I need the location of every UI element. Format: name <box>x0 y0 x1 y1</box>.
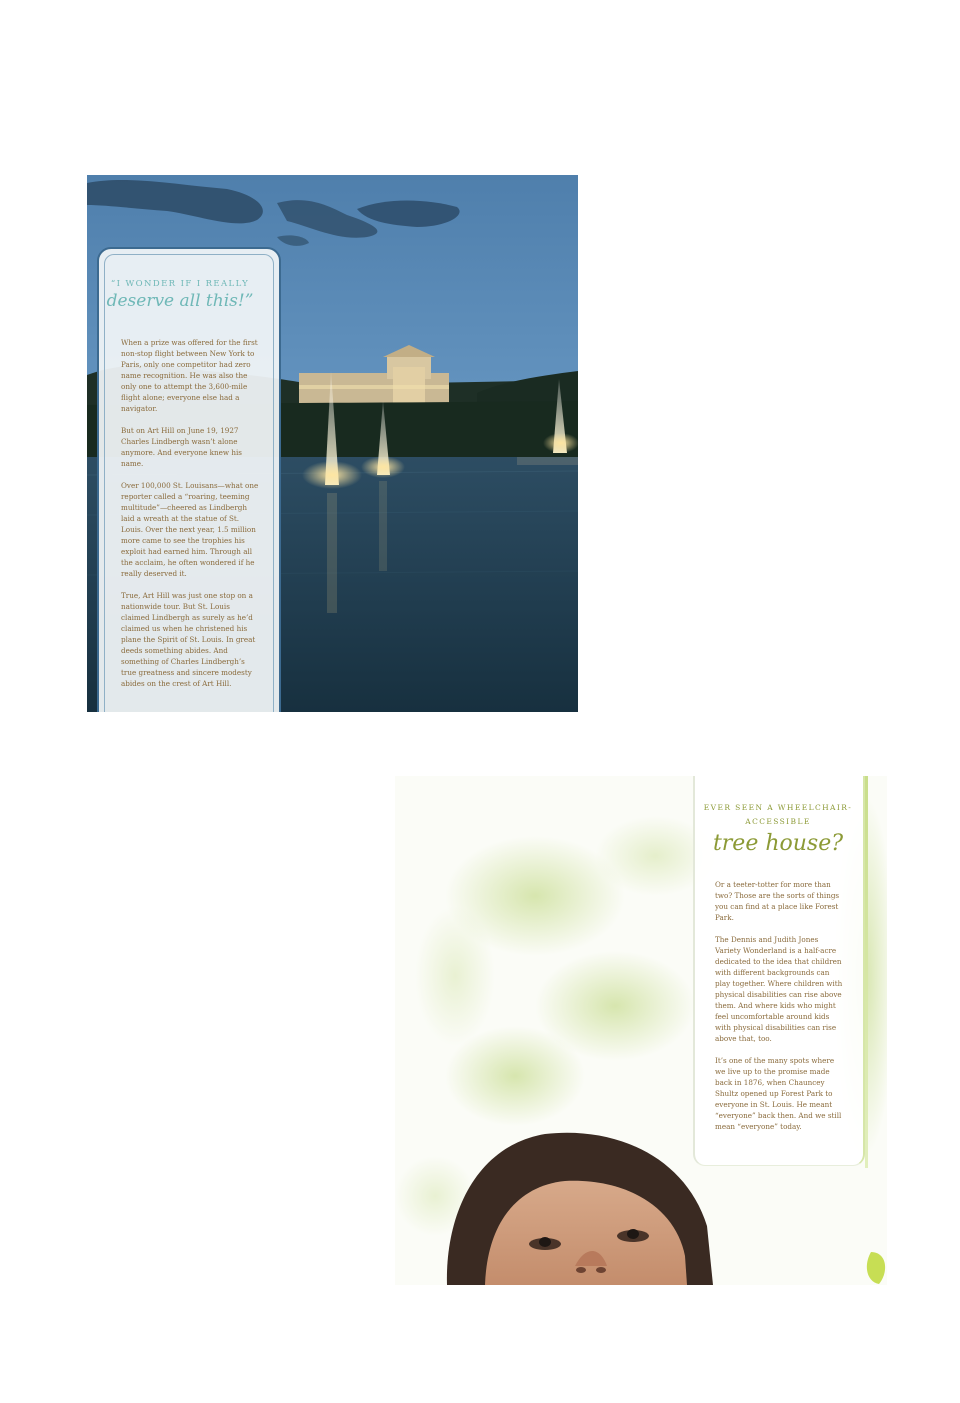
paragraph: The Dennis and Judith Jones Variety Wonderland is a half-acre dedicated to the idea that children with different backgrounds can play together. Where children with physical disabilities can rise above them. And where kids who might feel uncomfortable around kids with physical disabilities can rise above that, too. <box>715 935 843 1043</box>
headline-title: deserve all this!” <box>106 291 254 311</box>
paragraph: True, Art Hill was just one stop on a nationwide tour. But St. Louis claimed Lindbergh as surely as he’d claimed us when he christened his plane the Spirit of St. Louis. In great deeds something abides. And something of Charles Lindbergh’s true greatness and sincere modesty abides on the crest of Art Hill. <box>121 591 256 688</box>
body-copy <box>121 337 259 700</box>
headline-eyebrow: “I WONDER IF I REALLY <box>110 279 250 289</box>
headline-title: tree house? <box>712 831 844 856</box>
paragraph: But on Art Hill on June 19, 1927 Charles Lindbergh wasn’t alone anymore. And everyone knew his name. <box>121 426 242 468</box>
paragraph: It’s one of the many spots where we live up to the promise made back in 1876, when Chauncey Shultz opened up Forest Park to everyone in St. Louis. He meant “everyone” back then. And we still mean “everyone” today. <box>715 1056 842 1131</box>
paragraph: Over 100,000 St. Louisans—what one reporter called a “roaring, teeming multitude”—cheered as Lindbergh laid a wreath at the statue of St. Louis. Over the next year, 1.5 million more came to see the trophies his exploit had earned him. Through all the acclaim, he often wondered if he really deserved it. <box>121 481 259 578</box>
panel-accent-rule <box>865 776 868 1168</box>
art-hill-page <box>87 175 578 712</box>
paragraph: Or a teeter-totter for more than two? Those are the sorts of things you can find at a place like Forest Park. <box>715 880 840 922</box>
tree-house-page <box>395 776 887 1285</box>
paragraph: When a prize was offered for the first non-stop flight between New York to Paris, only one competitor had zero name recognition. He was also the only one to attempt the 3,600-mile flight alone; everyone else had a navigator. <box>121 338 258 413</box>
headline-eyebrow: EVER SEEN A WHEELCHAIR-ACCESSIBLE <box>703 803 853 826</box>
body-copy <box>715 879 845 1143</box>
